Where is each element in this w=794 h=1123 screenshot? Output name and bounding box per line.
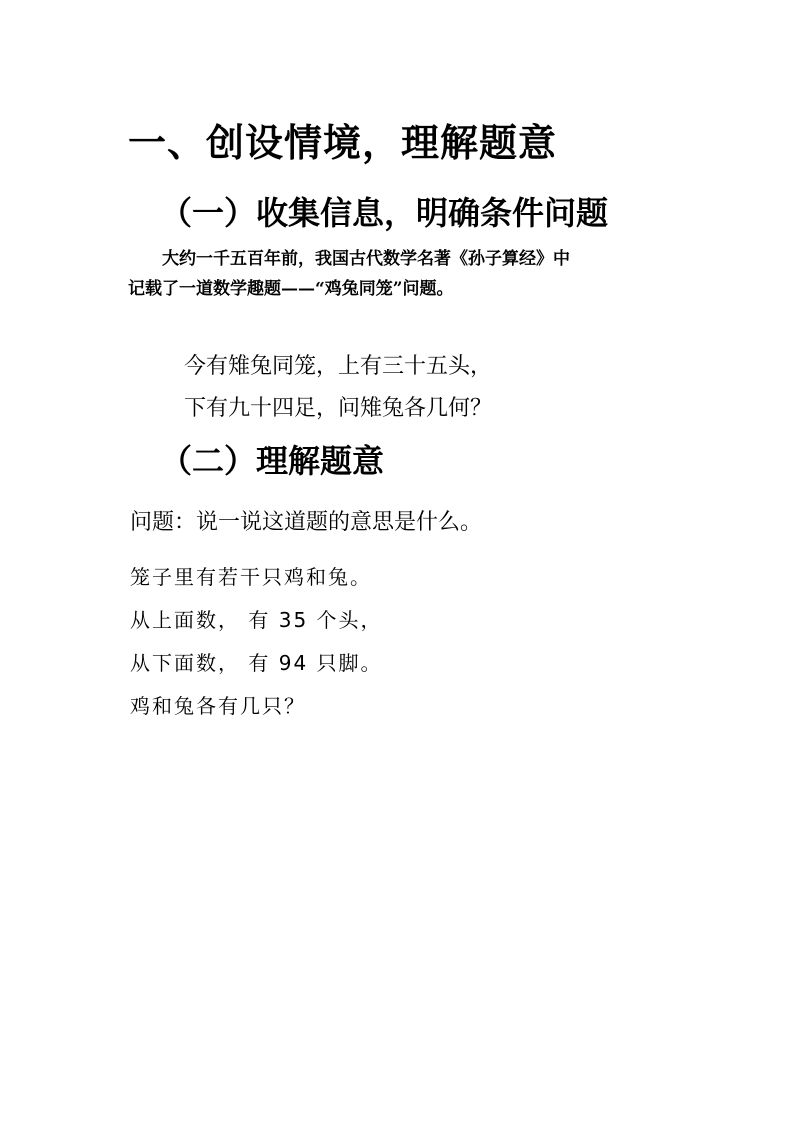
question-prompt: 问题：说一说这道题的意思是什么。 — [130, 510, 483, 535]
poem-line-2: 下有九十四足，问雉兔各几何？ — [184, 396, 493, 421]
explanation-line: 鸡和兔各有几只？ — [130, 694, 306, 718]
section-two-heading: （二）理解题意 — [160, 442, 385, 480]
ancient-problem-text — [184, 346, 492, 430]
explanation-line: 笼子里有若干只鸡和兔。 — [130, 565, 372, 589]
explanation-line: 从下面数， 有 94 只脚。 — [130, 651, 383, 675]
section-one-heading: （一）收集信息，明确条件问题 — [160, 194, 609, 232]
problem-explanation — [130, 556, 383, 728]
intro-line-1: 大约一千五百年前，我国古代数学名著《孙子算经》中 — [162, 249, 570, 269]
poem-line-1: 今有雉兔同笼，上有三十五头， — [184, 354, 493, 379]
intro-paragraph — [128, 244, 608, 304]
intro-line-2: 记载了一道数学趣题——“鸡兔同笼”问题。 — [128, 279, 454, 299]
main-heading: 一、创设情境，理解题意 — [128, 121, 558, 165]
explanation-line: 从上面数， 有 35 个头， — [130, 608, 383, 632]
